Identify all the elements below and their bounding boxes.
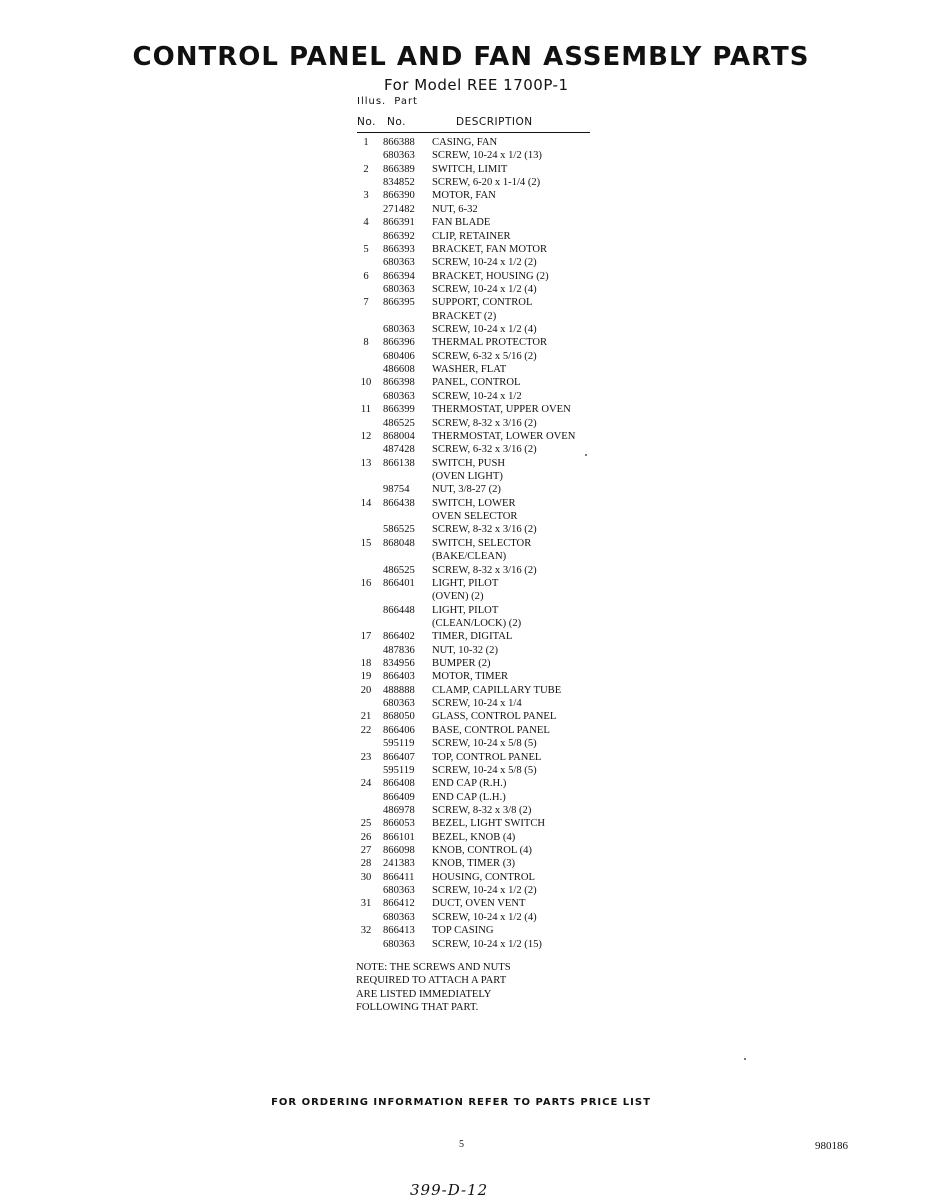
table-row [355, 136, 615, 149]
illus-number: 21 [360, 711, 372, 723]
table-row [355, 163, 615, 176]
part-number: 866389 [383, 163, 415, 175]
part-number: 868050 [383, 711, 415, 723]
page-number: 5 [459, 1139, 464, 1150]
part-number: 98754 [383, 484, 410, 496]
table-row [355, 189, 615, 202]
table-row [355, 697, 615, 710]
part-description: SCREW, 10-24 x 1/2 (13) [432, 150, 542, 162]
part-description: SCREW, 10-24 x 1/2 [432, 390, 522, 402]
part-description: THERMAL PROTECTOR [432, 337, 548, 349]
part-description: SCREW, 10-24 x 1/2 (4) [432, 283, 537, 295]
part-number: 834956 [383, 658, 415, 670]
illus-number: 27 [360, 845, 372, 857]
note-line: REQUIRED TO ATTACH A PART [356, 975, 507, 987]
part-number: 868048 [383, 537, 415, 549]
table-row [355, 710, 615, 723]
part-number: 866392 [383, 230, 415, 242]
part-number: 680363 [383, 911, 415, 923]
part-number: 866391 [383, 217, 415, 229]
illus-number: 20 [360, 684, 372, 696]
table-row [355, 871, 615, 884]
illus-number: 17 [360, 631, 372, 643]
part-description: SCREW, 10-24 x 5/8 (5) [432, 738, 537, 750]
table-row [355, 430, 615, 443]
table-row [355, 550, 615, 563]
illus-number: 18 [360, 658, 372, 670]
part-number: 586525 [383, 524, 415, 536]
table-row [355, 764, 615, 777]
part-number: 866396 [383, 337, 415, 349]
table-row [355, 417, 615, 430]
part-number: 866406 [383, 724, 415, 736]
part-number: 866407 [383, 751, 415, 763]
part-description: LIGHT, PILOT [432, 604, 499, 616]
part-description: SCREW, 10-24 x 5/8 (5) [432, 764, 537, 776]
table-row [355, 256, 615, 269]
part-number: 680363 [383, 698, 415, 710]
part-description: FAN BLADE [432, 217, 491, 229]
table-row [355, 323, 615, 336]
part-number: 680363 [383, 390, 415, 402]
part-description: THERMOSTAT, UPPER OVEN [432, 404, 571, 416]
table-row [355, 390, 615, 403]
part-description: BEZEL, KNOB (4) [432, 831, 516, 843]
part-description: SWITCH, PUSH [432, 457, 505, 469]
part-description: SUPPORT, CONTROL [432, 297, 533, 309]
part-number: 866411 [383, 871, 415, 883]
table-row [355, 604, 615, 617]
table-row [355, 363, 615, 376]
part-number: 866098 [383, 845, 415, 857]
part-description: KNOB, TIMER (3) [432, 858, 516, 870]
parts-list [355, 136, 615, 951]
part-number: 866398 [383, 377, 415, 389]
illus-number: 2 [363, 163, 369, 175]
part-description: END CAP (R.H.) [432, 778, 507, 790]
illus-number: 6 [363, 270, 369, 282]
table-row [355, 737, 615, 750]
note-block [356, 961, 511, 1015]
illus-number: 19 [360, 671, 372, 683]
illus-number: 1 [363, 137, 369, 148]
part-description: HOUSING, CONTROL [432, 871, 535, 883]
part-number: 680363 [383, 885, 415, 897]
part-number: 866401 [383, 577, 415, 589]
part-number: 680363 [383, 324, 415, 336]
table-row [355, 817, 615, 830]
model-subtitle: For Model REE 1700P-1 [384, 76, 569, 94]
table-row [355, 564, 615, 577]
part-no-header: No. [387, 116, 406, 128]
part-description: TIMER, DIGITAL [432, 631, 513, 643]
part-number: 680406 [383, 350, 415, 362]
table-row [355, 644, 615, 657]
illus-number: 24 [360, 778, 372, 790]
table-row [355, 590, 615, 603]
illus-number: 28 [360, 858, 372, 870]
part-description: CASING, FAN [432, 137, 498, 148]
illus-number: 30 [360, 871, 372, 883]
table-row [355, 630, 615, 643]
table-row [355, 203, 615, 216]
table-row [355, 857, 615, 870]
part-description: BEZEL, LIGHT SWITCH [432, 818, 546, 830]
ordering-footer: FOR ORDERING INFORMATION REFER TO PARTS PRICE LIST [271, 1097, 651, 1108]
part-description: SCREW, 8-32 x 3/16 (2) [432, 417, 537, 429]
part-description: THERMOSTAT, LOWER OVEN [432, 430, 576, 442]
part-description: TOP CASING [432, 925, 494, 937]
table-row [355, 443, 615, 456]
part-number: 866053 [383, 818, 415, 830]
part-label: Part [394, 96, 418, 107]
part-description: SCREW, 6-32 x 5/16 (2) [432, 350, 537, 362]
part-number: 866395 [383, 297, 415, 309]
part-description: LIGHT, PILOT [432, 577, 499, 589]
part-number: 486608 [383, 364, 415, 376]
table-row [355, 283, 615, 296]
illus-number: 26 [360, 831, 372, 843]
illus-number: 16 [360, 577, 372, 589]
description-header: DESCRIPTION [456, 116, 533, 128]
table-row [355, 911, 615, 924]
part-description: (OVEN LIGHT) [432, 470, 503, 482]
part-description: BRACKET, HOUSING (2) [432, 270, 549, 282]
table-row [355, 670, 615, 683]
part-number: 680363 [383, 150, 415, 162]
part-number: 680363 [383, 283, 415, 295]
table-row [355, 791, 615, 804]
page-title: CONTROL PANEL AND FAN ASSEMBLY PARTS [132, 42, 810, 72]
part-number: 868004 [383, 430, 415, 442]
table-row [355, 296, 615, 309]
part-description: DUCT, OVEN VENT [432, 898, 526, 910]
scan-speck [585, 454, 587, 456]
note-line: FOLLOWING THAT PART. [356, 1002, 479, 1014]
part-number: 271482 [383, 203, 415, 215]
illus-no-header: No. [357, 116, 376, 128]
part-description: GLASS, CONTROL PANEL [432, 711, 557, 723]
part-description: SCREW, 8-32 x 3/8 (2) [432, 804, 532, 816]
part-description: MOTOR, FAN [432, 190, 496, 202]
table-row [355, 804, 615, 817]
illus-number: 8 [363, 337, 369, 349]
part-number: 866399 [383, 404, 415, 416]
table-row [355, 336, 615, 349]
part-number: 866393 [383, 243, 415, 255]
part-description: BUMPER (2) [432, 658, 491, 670]
part-description: SWITCH, LOWER [432, 497, 516, 509]
table-row [355, 270, 615, 283]
illus-number: 5 [363, 243, 369, 255]
illus-number: 7 [363, 297, 369, 309]
table-row [355, 149, 615, 162]
illus-number: 11 [360, 404, 372, 416]
part-description: SCREW, 6-20 x 1-1/4 (2) [432, 177, 541, 189]
part-description: SCREW, 6-32 x 3/16 (2) [432, 444, 537, 456]
part-description: (CLEAN/LOCK) (2) [432, 617, 522, 629]
table-row [355, 537, 615, 550]
illus-label: Illus. [357, 96, 387, 107]
part-description: OVEN SELECTOR [432, 511, 518, 523]
part-number: 866101 [383, 831, 415, 843]
part-number: 866409 [383, 791, 415, 803]
table-row [355, 831, 615, 844]
part-number: 595119 [383, 738, 415, 750]
table-row [355, 577, 615, 590]
part-number: 866138 [383, 457, 415, 469]
table-row [355, 483, 615, 496]
illus-number: 13 [360, 457, 372, 469]
table-row [355, 376, 615, 389]
part-number: 866408 [383, 778, 415, 790]
table-row [355, 403, 615, 416]
illus-number: 31 [360, 898, 372, 910]
part-description: PANEL, CONTROL [432, 377, 521, 389]
part-description: MOTOR, TIMER [432, 671, 509, 683]
part-description: SCREW, 8-32 x 3/16 (2) [432, 524, 537, 536]
part-number: 866402 [383, 631, 415, 643]
table-row [355, 497, 615, 510]
handwritten-mark: 399-D-12 [410, 1181, 489, 1199]
part-number: 866390 [383, 190, 415, 202]
part-description: NUT, 10-32 (2) [432, 644, 498, 656]
illus-number: 25 [360, 818, 372, 830]
part-number: 866394 [383, 270, 415, 282]
illus-number: 32 [360, 925, 372, 937]
table-row [355, 457, 615, 470]
part-description: SCREW, 10-24 x 1/4 [432, 698, 522, 710]
part-description: SCREW, 10-24 x 1/2 (2) [432, 257, 537, 269]
part-number: 486525 [383, 417, 415, 429]
illus-number: 15 [360, 537, 372, 549]
part-number: 241383 [383, 858, 415, 870]
table-row [355, 844, 615, 857]
table-row [355, 350, 615, 363]
illus-number: 22 [360, 724, 372, 736]
part-description: BRACKET (2) [432, 310, 497, 322]
part-description: NUT, 3/8-27 (2) [432, 484, 501, 496]
part-description: CLAMP, CAPILLARY TUBE [432, 684, 562, 696]
part-description: SWITCH, LIMIT [432, 163, 508, 175]
part-description: BRACKET, FAN MOTOR [432, 243, 548, 255]
part-number: 486525 [383, 564, 415, 576]
part-number: 595119 [383, 764, 415, 776]
table-row [355, 510, 615, 523]
part-number: 680363 [383, 257, 415, 269]
table-row [355, 724, 615, 737]
note-line: ARE LISTED IMMEDIATELY [356, 988, 492, 1000]
part-number: 866388 [383, 137, 415, 148]
part-description: SWITCH, SELECTOR [432, 537, 532, 549]
table-row [355, 617, 615, 630]
part-description: WASHER, FLAT [432, 364, 507, 376]
part-description: (OVEN) (2) [432, 591, 484, 603]
table-row [355, 470, 615, 483]
part-number: 866448 [383, 604, 415, 616]
part-number: 866413 [383, 925, 415, 937]
table-row [355, 684, 615, 697]
scan-speck [744, 1058, 746, 1060]
part-description: SCREW, 10-24 x 1/2 (15) [432, 938, 542, 950]
part-number: 487836 [383, 644, 415, 656]
column-header-top [357, 96, 426, 107]
illus-number: 10 [360, 377, 372, 389]
illus-number: 3 [363, 190, 369, 202]
illus-number: 14 [360, 497, 372, 509]
table-row [355, 230, 615, 243]
table-row [355, 924, 615, 937]
table-row [355, 176, 615, 189]
part-number: 486978 [383, 804, 415, 816]
part-description: SCREW, 8-32 x 3/16 (2) [432, 564, 537, 576]
part-number: 866412 [383, 898, 415, 910]
table-row [355, 310, 615, 323]
table-row [355, 884, 615, 897]
part-description: END CAP (L.H.) [432, 791, 506, 803]
part-description: SCREW, 10-24 x 1/2 (4) [432, 324, 537, 336]
document-number: 980186 [815, 1140, 848, 1152]
table-row [355, 777, 615, 790]
illus-number: 4 [363, 217, 369, 229]
table-row [355, 657, 615, 670]
part-number: 866403 [383, 671, 415, 683]
part-number: 487428 [383, 444, 415, 456]
note-line: NOTE: THE SCREWS AND NUTS [356, 962, 511, 973]
table-row [355, 216, 615, 229]
column-header-row [357, 116, 590, 133]
part-number: 488888 [383, 684, 415, 696]
part-description: (BAKE/CLEAN) [432, 551, 507, 563]
part-description: KNOB, CONTROL (4) [432, 845, 532, 857]
part-number: 834852 [383, 177, 415, 189]
table-row [355, 243, 615, 256]
part-description: NUT, 6-32 [432, 203, 478, 215]
part-description: SCREW, 10-24 x 1/2 (4) [432, 911, 537, 923]
table-row [355, 523, 615, 536]
part-description: BASE, CONTROL PANEL [432, 724, 550, 736]
part-description: SCREW, 10-24 x 1/2 (2) [432, 885, 537, 897]
table-row [355, 751, 615, 764]
part-number: 866438 [383, 497, 415, 509]
illus-number: 12 [360, 430, 372, 442]
illus-number: 23 [360, 751, 372, 763]
part-description: TOP, CONTROL PANEL [432, 751, 542, 763]
table-row [355, 938, 615, 951]
part-number: 680363 [383, 938, 415, 950]
table-row [355, 897, 615, 910]
part-description: CLIP, RETAINER [432, 230, 511, 242]
